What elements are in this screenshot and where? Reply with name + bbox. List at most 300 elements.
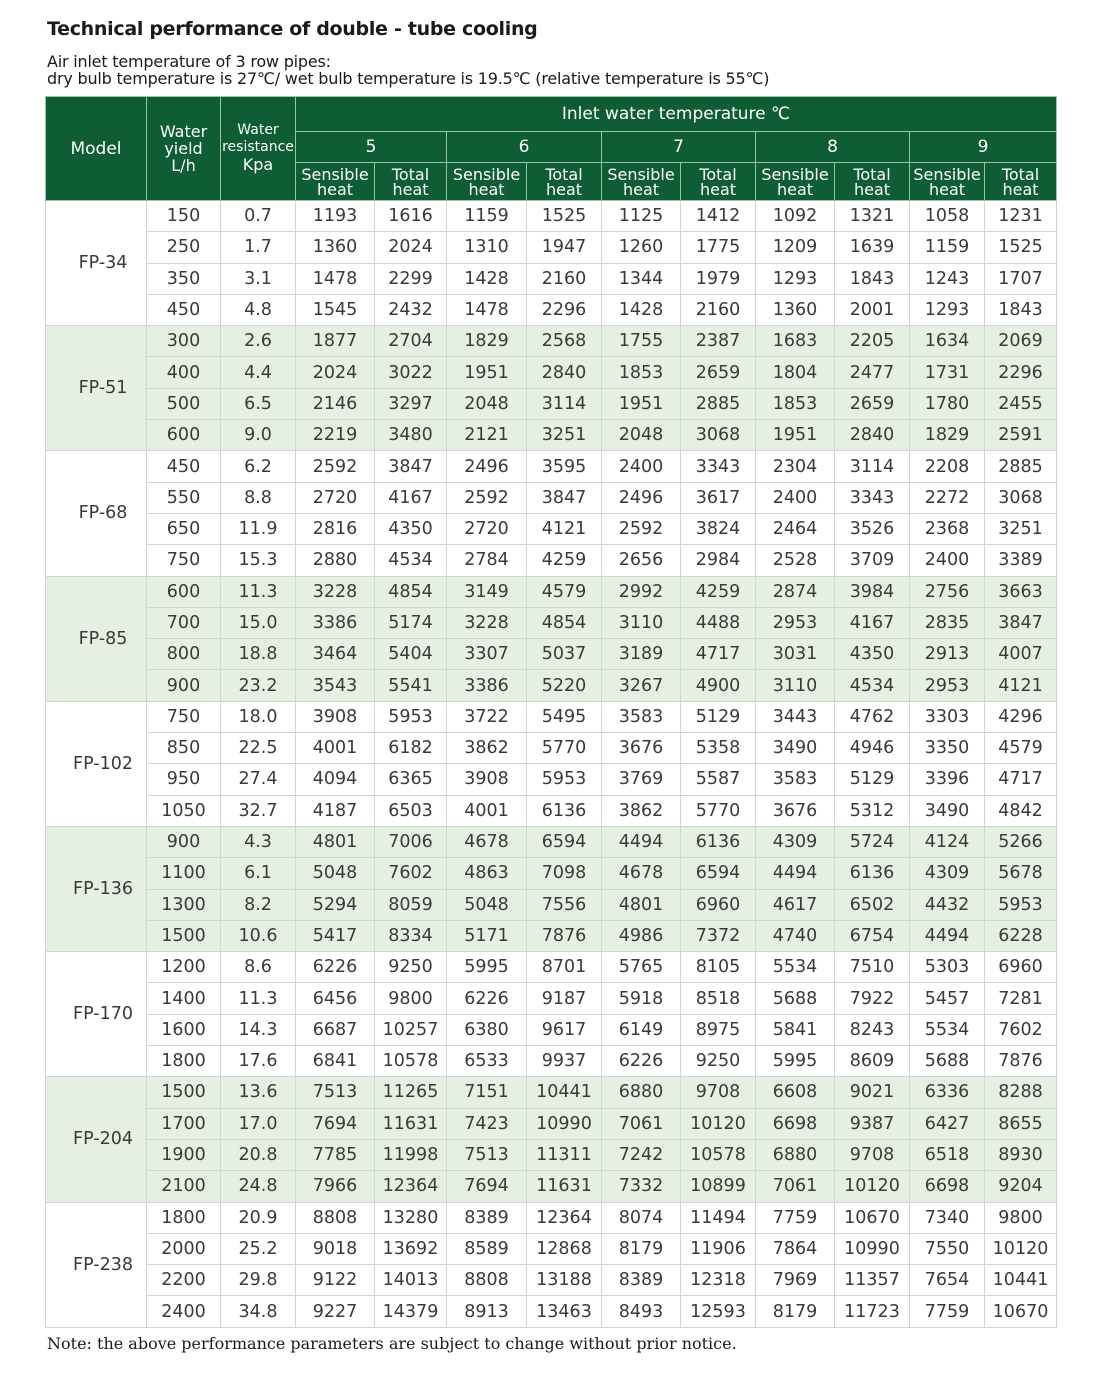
model-cell: FP-238 [46, 1202, 147, 1327]
total-heat-cell: 11723 [835, 1296, 910, 1327]
total-heat-cell: 5404 [375, 639, 447, 670]
total-heat-cell: 2885 [681, 388, 756, 419]
sensible-heat-cell: 3908 [447, 764, 527, 795]
total-heat-cell: 6228 [985, 920, 1057, 951]
total-heat-cell: 1707 [985, 263, 1057, 294]
water-resistance-cell: 6.5 [221, 388, 296, 419]
total-heat-cell: 7876 [527, 920, 602, 951]
sensible-heat-cell: 6336 [910, 1077, 985, 1108]
header-total-heat-6 [527, 163, 602, 201]
water-resistance-cell: 20.9 [221, 1202, 296, 1233]
header-model: Model [46, 97, 147, 201]
water-resistance-cell: 4.8 [221, 294, 296, 325]
sensible-heat-cell: 7513 [447, 1139, 527, 1170]
total-heat-cell: 7602 [375, 858, 447, 889]
sensible-heat-cell: 1428 [447, 263, 527, 294]
water-yield-cell: 1600 [147, 1014, 221, 1045]
header-sensible-heat-word: Sensible [913, 164, 981, 184]
total-heat-cell: 7922 [835, 983, 910, 1014]
sensible-heat-cell: 7061 [756, 1171, 835, 1202]
sensible-heat-cell: 3722 [447, 701, 527, 732]
total-heat-cell: 11357 [835, 1265, 910, 1296]
water-yield-cell: 1400 [147, 983, 221, 1014]
sensible-heat-cell: 1360 [756, 294, 835, 325]
total-heat-cell: 11631 [375, 1108, 447, 1139]
sensible-heat-cell: 5534 [756, 952, 835, 983]
sensible-heat-cell: 2880 [296, 545, 375, 576]
sensible-heat-cell: 3490 [910, 795, 985, 826]
model-cell: FP-204 [46, 1077, 147, 1202]
total-heat-cell: 2432 [375, 294, 447, 325]
sensible-heat-cell: 3908 [296, 701, 375, 732]
header-total-heat-word: Total [699, 164, 737, 184]
sensible-heat-cell: 7864 [756, 1233, 835, 1264]
header-sensible-heat-word: Sensible [301, 164, 369, 184]
total-heat-cell: 4534 [375, 545, 447, 576]
total-heat-cell: 14379 [375, 1296, 447, 1327]
total-heat-cell: 2704 [375, 326, 447, 357]
header-total-heat-word: Total [391, 164, 430, 184]
total-heat-cell: 13463 [527, 1296, 602, 1327]
sensible-heat-cell: 1159 [447, 201, 527, 232]
sensible-heat-cell: 5303 [910, 952, 985, 983]
sensible-heat-cell: 3490 [756, 733, 835, 764]
water-yield-cell: 2000 [147, 1233, 221, 1264]
total-heat-cell: 2299 [375, 263, 447, 294]
performance-table [45, 96, 1057, 1328]
water-yield-cell: 900 [147, 826, 221, 857]
header-temp-7: 7 [602, 132, 756, 163]
sensible-heat-cell: 1125 [602, 201, 681, 232]
water-resistance-cell: 24.8 [221, 1171, 296, 1202]
total-heat-cell: 12364 [375, 1171, 447, 1202]
total-heat-cell: 10578 [375, 1046, 447, 1077]
table-row [46, 1265, 1057, 1296]
header-total-heat-8 [835, 163, 910, 201]
header-sensible-heat-7 [602, 163, 681, 201]
water-yield-cell: 550 [147, 482, 221, 513]
sensible-heat-cell: 4801 [602, 889, 681, 920]
total-heat-cell: 8655 [985, 1108, 1057, 1139]
header-total-heat-word: Total [853, 164, 891, 184]
sensible-heat-cell: 2656 [602, 545, 681, 576]
sensible-heat-cell: 3386 [447, 670, 527, 701]
total-heat-cell: 6502 [835, 889, 910, 920]
table-row [46, 388, 1057, 419]
sensible-heat-cell: 7332 [602, 1171, 681, 1202]
total-heat-cell: 6136 [681, 826, 756, 857]
total-heat-cell: 1947 [527, 232, 602, 263]
table-row [46, 1233, 1057, 1264]
table-row [46, 263, 1057, 294]
sensible-heat-cell: 2992 [602, 576, 681, 607]
sensible-heat-cell: 1478 [447, 294, 527, 325]
water-yield-cell: 1700 [147, 1108, 221, 1139]
sensible-heat-cell: 6226 [602, 1046, 681, 1077]
sensible-heat-cell: 3464 [296, 639, 375, 670]
sensible-heat-cell: 1804 [756, 357, 835, 388]
water-resistance-cell: 15.3 [221, 545, 296, 576]
sensible-heat-cell: 5048 [447, 889, 527, 920]
total-heat-cell: 8105 [681, 952, 756, 983]
total-heat-cell: 11311 [527, 1139, 602, 1170]
sensible-heat-cell: 7694 [447, 1171, 527, 1202]
sensible-heat-cell: 7759 [910, 1296, 985, 1327]
water-yield-cell: 2400 [147, 1296, 221, 1327]
total-heat-cell: 8288 [985, 1077, 1057, 1108]
sensible-heat-cell: 1293 [756, 263, 835, 294]
total-heat-cell: 4296 [985, 701, 1057, 732]
total-heat-cell: 3847 [985, 607, 1057, 638]
total-heat-cell: 5770 [527, 733, 602, 764]
sensible-heat-cell: 4494 [756, 858, 835, 889]
water-yield-cell: 900 [147, 670, 221, 701]
total-heat-cell: 7602 [985, 1014, 1057, 1045]
total-heat-cell: 6594 [681, 858, 756, 889]
total-heat-cell: 7510 [835, 952, 910, 983]
sensible-heat-cell: 4801 [296, 826, 375, 857]
table-row [46, 576, 1057, 607]
sensible-heat-cell: 9122 [296, 1265, 375, 1296]
total-heat-cell: 9021 [835, 1077, 910, 1108]
sensible-heat-cell: 7654 [910, 1265, 985, 1296]
sensible-heat-cell: 1243 [910, 263, 985, 294]
sensible-heat-cell: 6608 [756, 1077, 835, 1108]
model-cell: FP-136 [46, 826, 147, 951]
table-row [46, 983, 1057, 1014]
sensible-heat-cell: 4863 [447, 858, 527, 889]
table-row [46, 294, 1057, 325]
sensible-heat-cell: 6533 [447, 1046, 527, 1077]
total-heat-cell: 3480 [375, 420, 447, 451]
total-heat-cell: 4488 [681, 607, 756, 638]
header-total-heat-word: heat [545, 179, 583, 199]
table-row [46, 952, 1057, 983]
sensible-heat-cell: 8493 [602, 1296, 681, 1327]
total-heat-cell: 1843 [985, 294, 1057, 325]
water-yield-cell: 1800 [147, 1046, 221, 1077]
sensible-heat-cell: 4678 [602, 858, 681, 889]
water-resistance-cell: 11.3 [221, 983, 296, 1014]
water-yield-cell: 1050 [147, 795, 221, 826]
sensible-heat-cell: 1877 [296, 326, 375, 357]
total-heat-cell: 8518 [681, 983, 756, 1014]
total-heat-cell: 3114 [527, 388, 602, 419]
water-yield-cell: 2200 [147, 1265, 221, 1296]
sensible-heat-cell: 1755 [602, 326, 681, 357]
sensible-heat-cell: 3769 [602, 764, 681, 795]
sensible-heat-cell: 6456 [296, 983, 375, 1014]
sensible-heat-cell: 3543 [296, 670, 375, 701]
total-heat-cell: 10120 [835, 1171, 910, 1202]
total-heat-cell: 1525 [985, 232, 1057, 263]
total-heat-cell: 2001 [835, 294, 910, 325]
sensible-heat-cell: 1193 [296, 201, 375, 232]
model-cell: FP-68 [46, 451, 147, 576]
water-resistance-cell: 4.4 [221, 357, 296, 388]
total-heat-cell: 10441 [527, 1077, 602, 1108]
total-heat-cell: 5220 [527, 670, 602, 701]
sensible-heat-cell: 9018 [296, 1233, 375, 1264]
total-heat-cell: 1979 [681, 263, 756, 294]
sensible-heat-cell: 8808 [447, 1265, 527, 1296]
sensible-heat-cell: 5688 [910, 1046, 985, 1077]
total-heat-cell: 11906 [681, 1233, 756, 1264]
total-heat-cell: 9250 [375, 952, 447, 983]
water-yield-cell: 750 [147, 545, 221, 576]
water-yield-cell: 300 [147, 326, 221, 357]
total-heat-cell: 9800 [375, 983, 447, 1014]
header-total-heat-word: Total [1001, 164, 1040, 184]
total-heat-cell: 3068 [681, 420, 756, 451]
table-row [46, 201, 1057, 232]
total-heat-cell: 5541 [375, 670, 447, 701]
sensible-heat-cell: 6841 [296, 1046, 375, 1077]
total-heat-cell: 12364 [527, 1202, 602, 1233]
water-resistance-cell: 14.3 [221, 1014, 296, 1045]
sensible-heat-cell: 5995 [447, 952, 527, 983]
total-heat-cell: 11494 [681, 1202, 756, 1233]
total-heat-cell: 2659 [835, 388, 910, 419]
total-heat-cell: 3663 [985, 576, 1057, 607]
sensible-heat-cell: 4309 [910, 858, 985, 889]
table-row [46, 1046, 1057, 1077]
total-heat-cell: 10899 [681, 1171, 756, 1202]
total-heat-cell: 6960 [985, 952, 1057, 983]
header-total-heat-word: heat [392, 179, 429, 199]
sensible-heat-cell: 3862 [447, 733, 527, 764]
total-heat-cell: 4121 [985, 670, 1057, 701]
total-heat-cell: 10257 [375, 1014, 447, 1045]
sensible-heat-cell: 1731 [910, 357, 985, 388]
model-cell: FP-34 [46, 201, 147, 326]
total-heat-cell: 4350 [375, 513, 447, 544]
total-heat-cell: 2024 [375, 232, 447, 263]
total-heat-cell: 8701 [527, 952, 602, 983]
page-title: Technical performance of double - tube cooling [47, 18, 538, 40]
water-yield-cell: 400 [147, 357, 221, 388]
total-heat-cell: 2984 [681, 545, 756, 576]
sensible-heat-cell: 2592 [296, 451, 375, 482]
water-yield-cell: 1100 [147, 858, 221, 889]
total-heat-cell: 3526 [835, 513, 910, 544]
table-row [46, 1202, 1057, 1233]
sensible-heat-cell: 1951 [756, 420, 835, 451]
sensible-heat-cell: 3583 [756, 764, 835, 795]
total-heat-cell: 3251 [527, 420, 602, 451]
header-temp-5: 5 [296, 132, 447, 163]
water-resistance-cell: 3.1 [221, 263, 296, 294]
total-heat-cell: 2160 [527, 263, 602, 294]
water-yield-cell: 650 [147, 513, 221, 544]
total-heat-cell: 5587 [681, 764, 756, 795]
water-resistance-cell: 2.6 [221, 326, 296, 357]
sensible-heat-cell: 5417 [296, 920, 375, 951]
sensible-heat-cell: 8589 [447, 1233, 527, 1264]
water-resistance-cell: 8.6 [221, 952, 296, 983]
sensible-heat-cell: 1428 [602, 294, 681, 325]
total-heat-cell: 2160 [681, 294, 756, 325]
total-heat-cell: 8975 [681, 1014, 756, 1045]
total-heat-cell: 10120 [681, 1108, 756, 1139]
header-sensible-heat-6 [447, 163, 527, 201]
sensible-heat-cell: 1545 [296, 294, 375, 325]
header-sensible-heat-word: heat [776, 179, 814, 199]
total-heat-cell: 1775 [681, 232, 756, 263]
total-heat-cell: 11998 [375, 1139, 447, 1170]
total-heat-cell: 9800 [985, 1202, 1057, 1233]
table-row [46, 545, 1057, 576]
sensible-heat-cell: 5995 [756, 1046, 835, 1077]
total-heat-cell: 6365 [375, 764, 447, 795]
total-heat-cell: 2296 [985, 357, 1057, 388]
water-resistance-cell: 20.8 [221, 1139, 296, 1170]
total-heat-cell: 4579 [527, 576, 602, 607]
total-heat-cell: 7006 [375, 826, 447, 857]
sensible-heat-cell: 7550 [910, 1233, 985, 1264]
sensible-heat-cell: 5171 [447, 920, 527, 951]
table-row [46, 451, 1057, 482]
sensible-heat-cell: 3443 [756, 701, 835, 732]
table-row [46, 670, 1057, 701]
sensible-heat-cell: 1159 [910, 232, 985, 263]
header-temp-6: 6 [447, 132, 602, 163]
sensible-heat-cell: 3350 [910, 733, 985, 764]
total-heat-cell: 10670 [835, 1202, 910, 1233]
total-heat-cell: 5129 [835, 764, 910, 795]
header-water-resistance-label: Water [237, 122, 279, 138]
table-row [46, 1108, 1057, 1139]
table-row [46, 1077, 1057, 1108]
water-resistance-cell: 13.6 [221, 1077, 296, 1108]
sensible-heat-cell: 9227 [296, 1296, 375, 1327]
total-heat-cell: 3847 [375, 451, 447, 482]
water-resistance-cell: 25.2 [221, 1233, 296, 1264]
sensible-heat-cell: 5048 [296, 858, 375, 889]
sensible-heat-cell: 5294 [296, 889, 375, 920]
table-row [46, 701, 1057, 732]
header-inlet-temperature: Inlet water temperature ℃ [296, 97, 1057, 132]
water-resistance-cell: 17.0 [221, 1108, 296, 1139]
water-yield-cell: 1500 [147, 1077, 221, 1108]
total-heat-cell: 10120 [985, 1233, 1057, 1264]
sensible-heat-cell: 8808 [296, 1202, 375, 1233]
total-heat-cell: 10990 [527, 1108, 602, 1139]
header-sensible-heat-word: heat [928, 179, 966, 199]
water-resistance-cell: 11.3 [221, 576, 296, 607]
subtitle-line-1: Air inlet temperature of 3 row pipes: [47, 52, 331, 71]
sensible-heat-cell: 2496 [447, 451, 527, 482]
header-total-heat-9 [985, 163, 1057, 201]
header-sensible-heat-word: heat [316, 179, 354, 199]
total-heat-cell: 1843 [835, 263, 910, 294]
sensible-heat-cell: 2024 [296, 357, 375, 388]
total-heat-cell: 1231 [985, 201, 1057, 232]
table-row [46, 764, 1057, 795]
total-heat-cell: 7372 [681, 920, 756, 951]
sensible-heat-cell: 1478 [296, 263, 375, 294]
total-heat-cell: 2885 [985, 451, 1057, 482]
sensible-heat-cell: 2121 [447, 420, 527, 451]
table-row [46, 326, 1057, 357]
total-heat-cell: 2591 [985, 420, 1057, 451]
sensible-heat-cell: 3189 [602, 639, 681, 670]
total-heat-cell: 3847 [527, 482, 602, 513]
total-heat-cell: 5953 [985, 889, 1057, 920]
total-heat-cell: 9708 [835, 1139, 910, 1170]
sensible-heat-cell: 3228 [447, 607, 527, 638]
total-heat-cell: 11265 [375, 1077, 447, 1108]
water-yield-cell: 1500 [147, 920, 221, 951]
sensible-heat-cell: 7340 [910, 1202, 985, 1233]
total-heat-cell: 3389 [985, 545, 1057, 576]
sensible-heat-cell: 1829 [910, 420, 985, 451]
water-resistance-cell: 6.2 [221, 451, 296, 482]
total-heat-cell: 4854 [527, 607, 602, 638]
sensible-heat-cell: 2272 [910, 482, 985, 513]
header-water-resistance-label-2: resistance [222, 139, 294, 155]
sensible-heat-cell: 6518 [910, 1139, 985, 1170]
total-heat-cell: 3022 [375, 357, 447, 388]
sensible-heat-cell: 7969 [756, 1265, 835, 1296]
header-water-yield [147, 97, 221, 201]
total-heat-cell: 5495 [527, 701, 602, 732]
table-row [46, 795, 1057, 826]
total-heat-cell: 6136 [835, 858, 910, 889]
sensible-heat-cell: 6380 [447, 1014, 527, 1045]
total-heat-cell: 4762 [835, 701, 910, 732]
total-heat-cell: 4167 [835, 607, 910, 638]
model-cell: FP-102 [46, 701, 147, 826]
sensible-heat-cell: 1853 [756, 388, 835, 419]
sensible-heat-cell: 2720 [447, 513, 527, 544]
water-yield-cell: 1200 [147, 952, 221, 983]
sensible-heat-cell: 4309 [756, 826, 835, 857]
sensible-heat-cell: 2400 [602, 451, 681, 482]
total-heat-cell: 2387 [681, 326, 756, 357]
sensible-heat-cell: 2368 [910, 513, 985, 544]
total-heat-cell: 4900 [681, 670, 756, 701]
sensible-heat-cell: 3386 [296, 607, 375, 638]
sensible-heat-cell: 8074 [602, 1202, 681, 1233]
sensible-heat-cell: 2400 [910, 545, 985, 576]
table-row [46, 889, 1057, 920]
header-water-resistance-unit: Kpa [242, 155, 274, 174]
water-resistance-cell: 9.0 [221, 420, 296, 451]
water-yield-cell: 1900 [147, 1139, 221, 1170]
sensible-heat-cell: 1634 [910, 326, 985, 357]
sensible-heat-cell: 3396 [910, 764, 985, 795]
sensible-heat-cell: 8179 [756, 1296, 835, 1327]
water-resistance-cell: 1.7 [221, 232, 296, 263]
total-heat-cell: 13692 [375, 1233, 447, 1264]
water-yield-cell: 450 [147, 451, 221, 482]
subtitle-line-2: dry bulb temperature is 27℃/ wet bulb temperature is 19.5℃ (relative temperature is 55℃) [47, 69, 770, 88]
total-heat-cell: 4717 [681, 639, 756, 670]
total-heat-cell: 4007 [985, 639, 1057, 670]
sensible-heat-cell: 3228 [296, 576, 375, 607]
sensible-heat-cell: 6880 [756, 1139, 835, 1170]
table-row [46, 826, 1057, 857]
total-heat-cell: 9387 [835, 1108, 910, 1139]
sensible-heat-cell: 2816 [296, 513, 375, 544]
total-heat-cell: 5678 [985, 858, 1057, 889]
total-heat-cell: 1412 [681, 201, 756, 232]
water-yield-cell: 750 [147, 701, 221, 732]
sensible-heat-cell: 1092 [756, 201, 835, 232]
total-heat-cell: 1525 [527, 201, 602, 232]
sensible-heat-cell: 2048 [447, 388, 527, 419]
